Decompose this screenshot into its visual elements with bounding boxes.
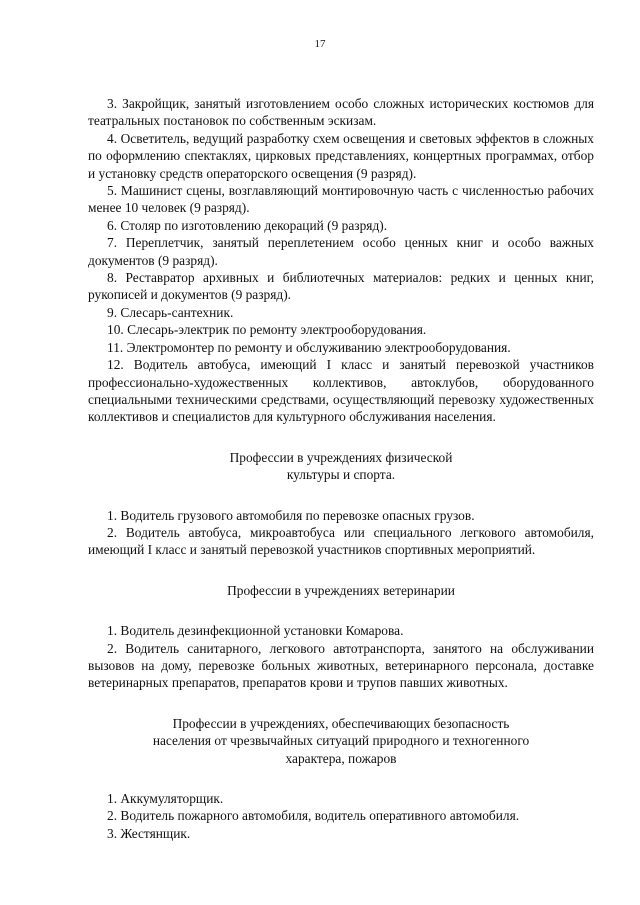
heading-line: Профессии в учреждениях физической [229,449,453,465]
safety-professions-list [88,790,594,842]
veterinary-professions-list [88,622,594,692]
list-item: 2. Водитель автобуса, микроавтобуса или специального легкового автомобиля, имеющий I класс и занятый перевозкой участников спортивных мероприятий. [88,524,594,558]
list-item: 2. Водитель санитарного, легкового автотранспорта, занятого на обслуживании вызовов на дому, перевозке больных животных, ветеринарного персонала, доставке ветеринарных препаратов, препаратов крови и трупов павших животных. [88,640,594,691]
list-item: 8. Реставратор архивных и библиотечных материалов: редких и ценных книг, рукописей и документов (9 разряд). [88,270,594,303]
list-item: 7. Переплетчик, занятый переплетением особо ценных книг и особо важных документов (9 разряд). [88,235,594,268]
list-item: 1. Водитель грузового автомобиля по перевозке опасных грузов. [107,507,475,523]
heading-line: культуры и спорта. [286,467,396,483]
heading-line: Профессии в учреждениях, обеспечивающих безопасность [172,715,510,731]
heading-line: характера, пожаров [285,750,397,766]
professions-list-continued [88,95,594,426]
heading-line: Профессии в учреждениях ветеринарии [227,582,455,598]
list-item: 3. Жестянщик. [107,825,191,841]
list-item: 1. Аккумуляторщик. [107,791,224,806]
list-item: 6. Столяр по изготовлению декораций (9 разряд). [107,217,388,233]
list-item: 2. Водитель пожарного автомобиля, водитель оперативного автомобиля. [107,808,520,824]
page-number: 17 [314,38,326,50]
list-item: 10. Слесарь-электрик по ремонту электрооборудования. [107,322,427,338]
section-heading-safety [88,715,594,767]
section-heading-veterinary [88,582,594,599]
document-body [88,95,594,842]
list-item: 3. Закройщик, занятый изготовлением особо сложных исторических костюмов для театральных постановок по собственным эскизам. [88,96,594,129]
list-item: 9. Слесарь-сантехник. [107,304,234,320]
list-item: 11. Электромонтер по ремонту и обслуживанию электрооборудования. [107,339,511,355]
section-heading-sport [88,449,594,484]
sport-professions-list [88,507,594,559]
heading-line: населения от чрезвычайных ситуаций природного и техногенного [152,733,530,749]
list-item: 4. Осветитель, ведущий разработку схем освещения и световых эффектов в сложных по оформлению спектаклях, цирковых представлениях, концертных программах, отбор и установку средств операторского освещения (9 разряд). [88,130,594,181]
list-item: 12. Водитель автобуса, имеющий I класс и занятый перевозкой участников профессионально-художественных коллективов, автоклубов, оборудованного специальными техническими средствами, осуществляющий перевозку художественных коллективов и специалистов для культурного обслуживания населения. [88,357,594,425]
list-item: 1. Водитель дезинфекционной установки Комарова. [107,623,404,639]
list-item: 5. Машинист сцены, возглавляющий монтировочную часть с численностью рабочих менее 10 человек (9 разряд). [88,183,594,216]
